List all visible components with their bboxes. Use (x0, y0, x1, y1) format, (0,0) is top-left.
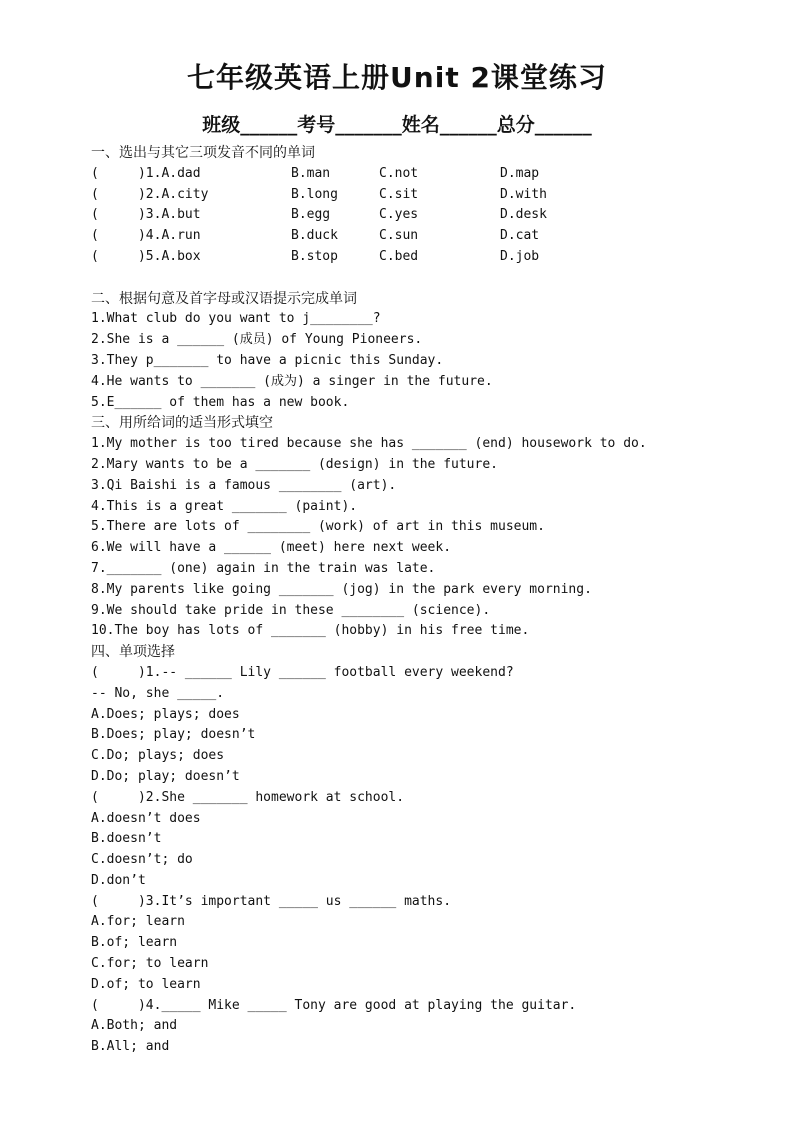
s1-question-row (91, 226, 771, 247)
section4-heading: 四、单项选择 (91, 644, 175, 661)
s1-option-c: C.not (379, 165, 419, 181)
s4-option: D.don’t (91, 872, 146, 888)
s3-question: 3.Qi Baishi is a famous ________ (art). (91, 477, 397, 493)
s4-option: C.for; to learn (91, 956, 209, 972)
s4-option: C.doesn’t; do (91, 852, 193, 868)
s4-option: D.of; to learn (91, 976, 201, 992)
s3-question: 2.Mary wants to be a _______ (design) in the future. (91, 456, 498, 472)
s3-question: 6.We will have a ______ (meet) here next week. (91, 540, 452, 556)
worksheet-content (91, 143, 771, 1058)
s1-option-a: ( )5.A.box (91, 248, 201, 264)
s1-question-row (91, 164, 771, 185)
s1-option-c: C.sun (379, 228, 419, 244)
s1-option-b: B.stop (291, 248, 338, 264)
student-info-line: 班级______考号_______姓名______总分______ (202, 114, 592, 136)
s2-question: 1.What club do you want to j________? (91, 311, 381, 327)
s2-question: 5.E______ of them has a new book. (91, 394, 350, 410)
s1-option-a: ( )4.A.run (91, 228, 201, 244)
s4-question: ( )3.It’s important _____ us ______ maths. (91, 893, 452, 909)
s2-question: 2.She is a ______ (成员) of Young Pioneers. (91, 332, 423, 348)
s1-question-row (91, 205, 771, 226)
s4-option: B.of; learn (91, 935, 178, 951)
s1-option-c: C.bed (379, 248, 419, 264)
s1-option-b: B.duck (291, 228, 338, 244)
s4-option: B.doesn’t (91, 831, 162, 847)
s1-option-c: C.sit (379, 186, 419, 202)
s4-option: C.Do; plays; does (91, 748, 225, 764)
s2-question: 4.He wants to _______ (成为) a singer in the future. (91, 373, 493, 389)
s3-question: 9.We should take pride in these ________ (science). (91, 602, 491, 618)
s1-option-b: B.egg (291, 207, 331, 223)
s4-question: ( )4._____ Mike _____ Tony are good at playing the guitar. (91, 997, 577, 1013)
s3-question: 4.This is a great _______ (paint). (91, 498, 358, 514)
s4-question: ( )2.She _______ homework at school. (91, 789, 405, 805)
section2-heading: 二、根据句意及首字母或汉语提示完成单词 (91, 290, 357, 307)
s3-question: 7._______ (one) again in the train was late. (91, 560, 436, 576)
spacer (91, 268, 771, 289)
section3-heading: 三、用所给词的适当形式填空 (91, 415, 273, 432)
s3-question: 1.My mother is too tired because she has _______ (end) housework to do. (91, 436, 647, 452)
s4-option: B.All; and (91, 1039, 170, 1055)
s1-option-d: D.desk (500, 207, 547, 223)
s3-question: 10.The boy has lots of _______ (hobby) in his free time. (91, 623, 530, 639)
s4-option: A.for; learn (91, 914, 185, 930)
s1-option-b: B.man (291, 165, 331, 181)
page-title: 七年级英语上册Unit 2课堂练习 (187, 61, 607, 94)
s3-question: 8.My parents like going _______ (jog) in the park every morning. (91, 581, 592, 597)
s3-question: 5.There are lots of ________ (work) of art in this museum. (91, 519, 545, 535)
s1-option-d: D.job (500, 248, 540, 264)
s1-option-c: C.yes (379, 207, 419, 223)
s4-option: D.Do; play; doesn’t (91, 768, 240, 784)
s1-option-d: D.map (500, 165, 540, 181)
s1-option-d: D.cat (500, 228, 540, 244)
s1-option-a: ( )2.A.city (91, 186, 209, 202)
s1-option-a: ( )1.A.dad (91, 165, 201, 181)
s4-option: B.Does; play; doesn’t (91, 727, 256, 743)
s1-option-b: B.long (291, 186, 338, 202)
section1-heading: 一、选出与其它三项发音不同的单词 (91, 145, 315, 161)
s4-question: ( )1.-- ______ Lily ______ football every weekend? (91, 664, 514, 680)
s4-option: A.Both; and (91, 1018, 178, 1034)
s1-question-row (91, 185, 771, 206)
s4-option: A.Does; plays; does (91, 706, 240, 722)
s1-option-d: D.with (500, 186, 547, 202)
s2-question: 3.They p_______ to have a picnic this Sunday. (91, 352, 444, 368)
s1-question-row (91, 247, 771, 268)
s4-answer-line: -- No, she _____. (91, 685, 225, 701)
s4-option: A.doesn’t does (91, 810, 201, 826)
s1-option-a: ( )3.A.but (91, 207, 201, 223)
